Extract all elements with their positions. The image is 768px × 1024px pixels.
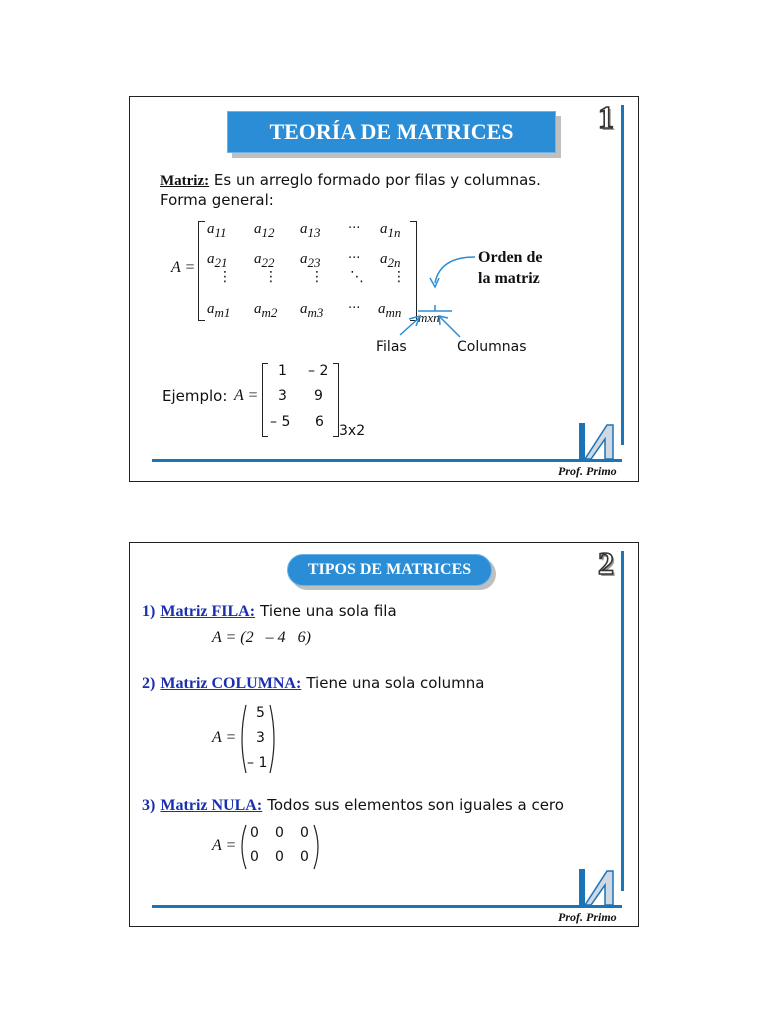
matrix-cell: ⋮ xyxy=(310,269,324,285)
example-cell: 3 xyxy=(278,388,287,404)
matrix-cell: $a_{m3}$ xyxy=(300,301,324,320)
matrix-cell: $a_{1n}$ xyxy=(380,221,401,240)
column-cell: 3 xyxy=(256,730,265,746)
matrix-cell: ⋱ xyxy=(350,269,364,285)
column-cell: 5 xyxy=(256,705,265,721)
logo-icon xyxy=(577,419,621,463)
matrix-name: A = xyxy=(212,729,237,746)
matrix-cell: $a_{m2}$ xyxy=(254,301,278,320)
example-left-bracket xyxy=(262,363,268,437)
bottom-rule xyxy=(152,905,622,908)
matrix-cell: ⋮ xyxy=(218,269,232,285)
matrix-cell: $a_{21}$ xyxy=(207,251,228,270)
matrix-cell: $a_{11}$ xyxy=(207,221,227,240)
null-cell: 0 xyxy=(250,849,259,865)
null-cell: 0 xyxy=(250,825,259,841)
columns-label: Columnas xyxy=(457,339,527,355)
example-order: 3x2 xyxy=(339,423,366,439)
item-desc: Tiene una sola fila xyxy=(260,602,397,620)
order-label-line2: la matriz xyxy=(478,270,540,287)
slide-number: 1 xyxy=(598,99,614,135)
matrix-cell: $a_{m1}$ xyxy=(207,301,231,320)
item-term: Matriz FILA: xyxy=(160,603,256,620)
slide-1 xyxy=(129,96,639,482)
item-term: Matriz COLUMNA: xyxy=(160,675,302,692)
row-matrix-expr: A = (2 – 4 6) xyxy=(212,629,311,646)
matrix-cell: ⋮ xyxy=(392,269,406,285)
order-arrows xyxy=(130,97,630,477)
null-cell: 0 xyxy=(300,849,309,865)
matrix-cell: ⋮ xyxy=(264,269,278,285)
type-item-columna xyxy=(142,673,484,693)
matrix-cell: $a_{12}$ xyxy=(254,221,275,240)
matrix-cell: ··· xyxy=(348,221,361,236)
type-item-fila xyxy=(142,601,397,621)
order-subscript: mxn xyxy=(418,310,440,325)
example-cell: 6 xyxy=(315,414,324,430)
author-label: Prof. Primo xyxy=(558,464,617,478)
column-cell: – 1 xyxy=(247,755,268,771)
matrix-name: A = xyxy=(212,837,237,854)
example-cell: 9 xyxy=(314,388,323,404)
slide-title: TEORÍA DE MATRICES xyxy=(227,111,556,153)
slide-2 xyxy=(129,542,639,927)
logo-icon xyxy=(577,865,621,909)
author-label: Prof. Primo xyxy=(558,910,617,924)
matrix-cell: ··· xyxy=(348,251,361,266)
item-number: 2) xyxy=(142,675,156,692)
rows-label: Filas xyxy=(376,339,407,355)
example-cell: 1 xyxy=(278,363,287,379)
matrix-cell: $a_{23}$ xyxy=(300,251,321,270)
slide-number: 2 xyxy=(598,545,614,581)
definition-term: Matriz: xyxy=(160,173,210,189)
matrix-cell: $a_{mn}$ xyxy=(378,301,402,320)
null-cell: 0 xyxy=(300,825,309,841)
example-cell: – 2 xyxy=(308,363,329,379)
general-form-label: Forma general: xyxy=(160,191,274,209)
matrix-cell: $a_{13}$ xyxy=(300,221,321,240)
item-number: 3) xyxy=(142,797,156,814)
item-desc: Tiene una sola columna xyxy=(306,674,485,692)
item-number: 1) xyxy=(142,603,156,620)
slide-title: TIPOS DE MATRICES xyxy=(287,554,492,586)
null-cell: 0 xyxy=(275,849,284,865)
null-cell: 0 xyxy=(275,825,284,841)
item-term: Matriz NULA: xyxy=(160,797,263,814)
bottom-rule xyxy=(152,459,622,462)
order-label-line1: Orden de xyxy=(478,249,543,266)
matrix-name: A = xyxy=(171,259,196,276)
example-label: Ejemplo: xyxy=(162,387,228,405)
matrix-cell: $a_{2n}$ xyxy=(380,251,401,270)
matrix-cell: $a_{22}$ xyxy=(254,251,275,270)
example-cell: – 5 xyxy=(270,414,291,430)
example-matrix-name: A = xyxy=(234,387,259,404)
item-desc: Todos sus elementos son iguales a cero xyxy=(267,796,564,814)
definition-text: Es un arreglo formado por filas y columnas. xyxy=(213,171,541,189)
type-item-nula xyxy=(142,795,564,815)
vertical-rule xyxy=(621,551,624,891)
matrix-cell: ··· xyxy=(348,301,361,316)
